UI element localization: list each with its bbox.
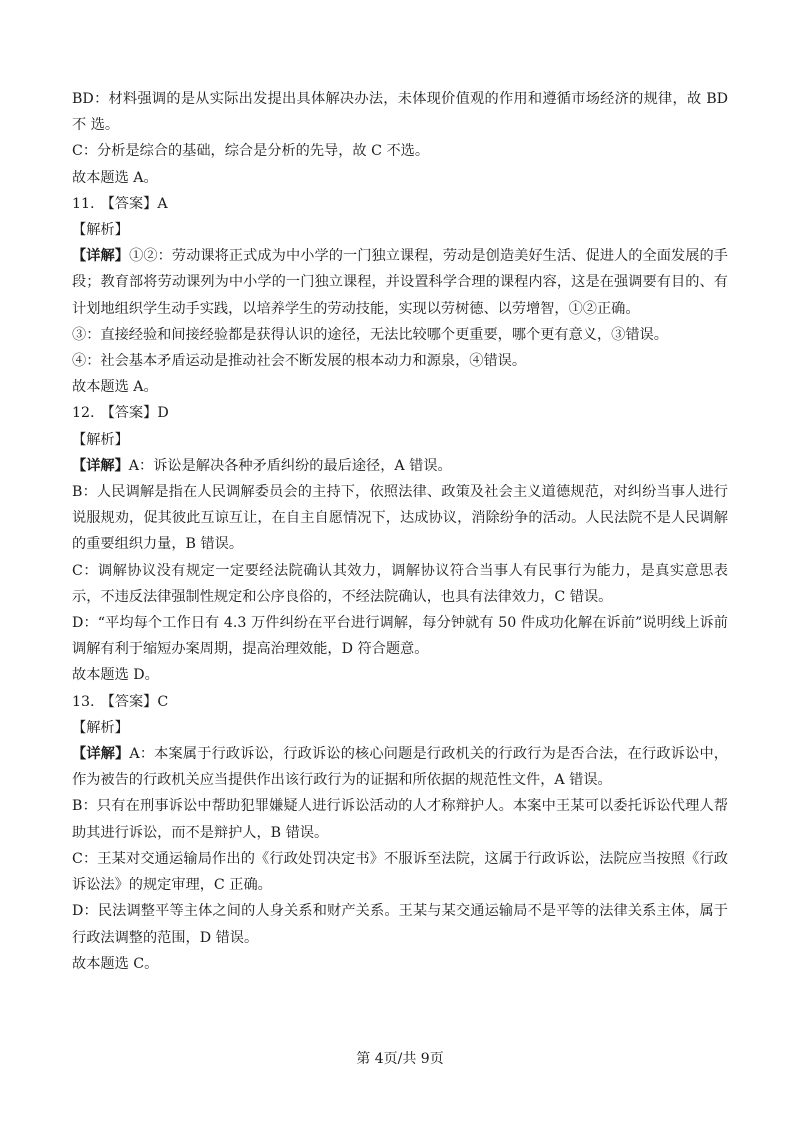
conclusion: 故本题选 A。: [72, 169, 158, 186]
analysis-label: 【解析】: [72, 719, 129, 736]
text-line: ④：社会基本矛盾运动是推动社会不断发展的根本动力和源泉，④错误。: [72, 353, 527, 370]
detail-paragraph: 【详解】①②：劳动课将正式成为中小学的一门独立课程，劳动是创造美好生活、促进人的全面发展的手段；教育部将劳动课列为中小学的一门独立课程，并设置科学合理的课程内容，这是在强调要有目的、有计划地组织学生动手实践，以培养学生的劳动技能，实现以劳树德、以劳增智，①②正确。: [72, 248, 728, 317]
page-number: 第 4页/共 9页: [356, 1051, 444, 1067]
detail-paragraph: D：“平均每个工作日有 4.3 万件纠纷在平台进行调解，每分钟就有 50 件成功化解在诉前”说明线上诉前调解有利于缩短办案周期，提高治理效能，D 符合题意。: [72, 615, 728, 658]
analysis-label: 【解析】: [72, 431, 129, 448]
detail-line: 【详解】A：诉讼是解决各种矛盾纠纷的最后途径，A 错误。: [72, 457, 452, 474]
conclusion: 故本题选 A。: [72, 379, 158, 396]
answer-heading-12: 12. 【答案】D: [72, 405, 169, 422]
detail-paragraph: C：调解协议没有规定一定要经法院确认其效力，调解协议符合当事人有民事行为能力，是真实意思表示，不违反法律强制性规定和公序良俗的，不经法院确认，也具有法律效力，C 错误。: [72, 562, 728, 605]
answer-heading-13: 13. 【答案】C: [72, 693, 169, 710]
answer-heading-11: 11. 【答案】A: [72, 195, 168, 212]
text-line: BD：材料强调的是从实际出发提出具体解决办法，未体现价值观的作用和遵循市场经济的规律，故 BD 不 选。: [72, 91, 728, 134]
detail-paragraph: 【详解】A：本案属于行政诉讼，行政诉讼的核心问题是行政机关的行政行为是否合法，在行政诉讼中，作为被告的行政机关应当提供作出该行政行为的证据和所依据的规范性文件，A 错误。: [72, 746, 728, 789]
conclusion: 故本题选 C。: [72, 955, 159, 972]
detail-paragraph: D：民法调整平等主体之间的人身关系和财产关系。王某与某交通运输局不是平等的法律关系主体，属于行政法调整的范围，D 错误。: [72, 903, 728, 946]
text-line: C：分析是综合的基础，综合是分析的先导，故 C 不选。: [72, 143, 430, 160]
conclusion: 故本题选 D。: [72, 667, 159, 684]
detail-paragraph: B：人民调解是指在人民调解委员会的主持下，依照法律、政策及社会主义道德规范，对纠纷当事人进行说服规劝，促其彼此互谅互让，在自主自愿情况下，达成协议，消除纷争的活动。人民法院不是人民调解的重要组织力量，B 错误。: [72, 484, 728, 553]
detail-paragraph: B：只有在刑事诉讼中帮助犯罪嫌疑人进行诉讼活动的人才称辩护人。本案中王某可以委托诉讼代理人帮助其进行诉讼，而不是辩护人，B 错误。: [72, 798, 728, 841]
analysis-label: 【解析】: [72, 222, 129, 239]
detail-paragraph: C：王某对交通运输局作出的《行政处罚决定书》不服诉至法院，这属于行政诉讼，法院应当按照《行政诉讼法》的规定审理，C 正确。: [72, 850, 728, 894]
text-line: ③：直接经验和间接经验都是获得认识的途径，无法比较哪个更重要，哪个更有意义，③错误。: [72, 326, 668, 343]
document-body: [72, 86, 728, 977]
